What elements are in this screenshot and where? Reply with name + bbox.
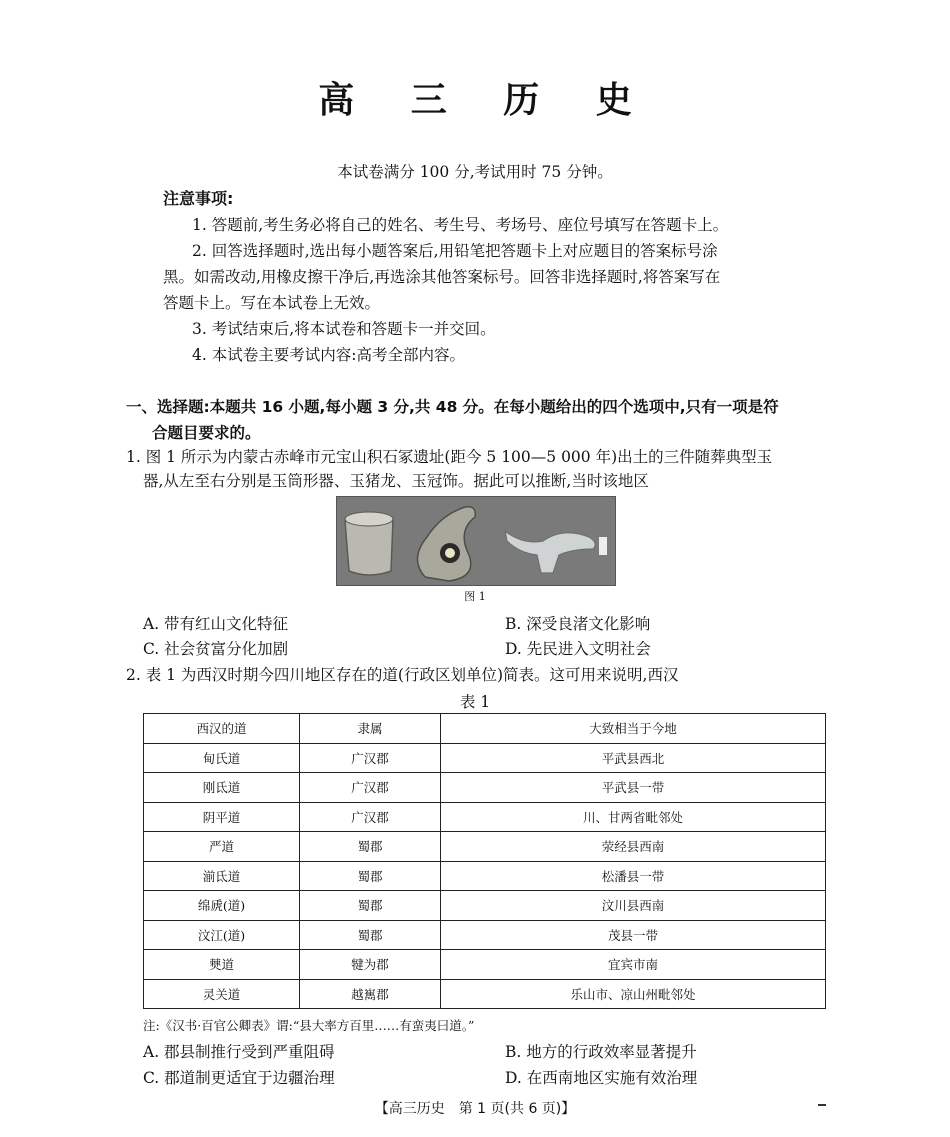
table-cell: 平武县一带 (441, 773, 826, 803)
table-cell: 严道 (144, 832, 300, 862)
table-cell: 川、甘两省毗邻处 (441, 802, 826, 832)
table-row (144, 832, 826, 862)
table-caption: 表 1 (459, 693, 491, 711)
q2-option-c[interactable]: C. 郡道制更适宜于边疆治理 (143, 1069, 335, 1087)
table-cell: 湔氐道 (144, 861, 300, 891)
table-cell: 甸氏道 (144, 743, 300, 773)
q1-option-b[interactable]: B. 深受良渚文化影响 (505, 615, 651, 633)
note-line-6: 4. 本试卷主要考试内容:高考全部内容。 (192, 346, 465, 364)
table-note: 注:《汉书·百官公卿表》谓:“县大率方百里……有蛮夷曰道。” (143, 1018, 475, 1033)
table-header-cell: 大致相当于今地 (441, 714, 826, 744)
exam-info: 本试卷满分 100 分,考试用时 75 分钟。 (337, 163, 613, 181)
jade-artifacts-illustration (337, 497, 615, 585)
table-cell: 绵虒(道) (144, 891, 300, 921)
section-heading (126, 394, 846, 446)
note-line-3: 黑。如需改动,用橡皮擦干净后,再选涂其他答案标号。回答非选择题时,将答案写在 (163, 268, 721, 286)
table-cell: 越嶲郡 (300, 979, 441, 1009)
table-cell: 广汉郡 (300, 743, 441, 773)
table-cell: 蜀郡 (300, 832, 441, 862)
table-cell: 平武县西北 (441, 743, 826, 773)
table-cell: 蜀郡 (300, 891, 441, 921)
note-line-4: 答题卡上。写在本试卷上无效。 (163, 294, 381, 312)
scan-mark (818, 1104, 826, 1106)
section-line-1: 一、选择题:本题共 16 小题,每小题 3 分,共 48 分。在每小题给出的四个选项中,只有一项是符 (126, 398, 779, 416)
q1-option-a[interactable]: A. 带有红山文化特征 (143, 615, 289, 633)
note-line-2: 2. 回答选择题时,选出每小题答案后,用铅笔把答题卡上对应题目的答案标号涂 (192, 242, 718, 260)
table-header-row (144, 714, 826, 744)
table-header-cell: 西汉的道 (144, 714, 300, 744)
table-cell: 阴平道 (144, 802, 300, 832)
table-cell: 刚氐道 (144, 773, 300, 803)
q2-option-b[interactable]: B. 地方的行政效率显著提升 (505, 1043, 697, 1061)
table-row (144, 861, 826, 891)
table-row (144, 743, 826, 773)
q1-stem-line-1: 1. 图 1 所示为内蒙古赤峰市元宝山积石冢遗址(距今 5 100—5 000 年)出土的三件随葬典型玉 (126, 448, 773, 466)
q2-option-d[interactable]: D. 在西南地区实施有效治理 (505, 1069, 698, 1087)
page-footer: 【高三历史 第 1 页(共 6 页)】 (374, 1101, 576, 1117)
table-cell: 蜀郡 (300, 920, 441, 950)
table-cell: 犍为郡 (300, 950, 441, 980)
table-row (144, 950, 826, 980)
table-row (144, 920, 826, 950)
table-cell: 广汉郡 (300, 802, 441, 832)
table-cell: 灵关道 (144, 979, 300, 1009)
table-row (144, 802, 826, 832)
q1-option-d[interactable]: D. 先民进入文明社会 (505, 640, 651, 658)
table-cell: 广汉郡 (300, 773, 441, 803)
table-cell: 蜀郡 (300, 861, 441, 891)
table-header-cell: 隶属 (300, 714, 441, 744)
table-cell: 汶江(道) (144, 920, 300, 950)
jade-artifacts-photo (336, 496, 616, 586)
q2-option-a[interactable]: A. 郡县制推行受到严重阻碍 (143, 1043, 335, 1061)
section-line-2: 合题目要求的。 (152, 424, 261, 442)
table-cell: 僰道 (144, 950, 300, 980)
notes-heading: 注意事项: (163, 189, 234, 208)
table-row (144, 773, 826, 803)
table-cell: 汶川县西南 (441, 891, 826, 921)
q2-stem-line-1: 2. 表 1 为西汉时期今四川地区存在的道(行政区划单位)简表。这可用来说明,西汉 (126, 666, 679, 684)
daos-table (143, 713, 826, 1009)
table-cell: 宜宾市南 (441, 950, 826, 980)
q1-stem-line-2: 器,从左至右分别是玉筒形器、玉猪龙、玉冠饰。据此可以推断,当时该地区 (143, 472, 649, 490)
table-cell: 乐山市、凉山州毗邻处 (441, 979, 826, 1009)
figure-caption: 图 1 (464, 590, 486, 603)
table-row (144, 979, 826, 1009)
q1-option-c[interactable]: C. 社会贫富分化加剧 (143, 640, 289, 658)
table-cell: 松潘县一带 (441, 861, 826, 891)
table-cell: 茂县一带 (441, 920, 826, 950)
page-title: 高 三 历 史 (318, 80, 654, 121)
note-line-1: 1. 答题前,考生务必将自己的姓名、考生号、考场号、座位号填写在答题卡上。 (192, 216, 729, 234)
note-line-5: 3. 考试结束后,将本试卷和答题卡一并交回。 (192, 320, 496, 338)
table-cell: 荥经县西南 (441, 832, 826, 862)
table-row (144, 891, 826, 921)
